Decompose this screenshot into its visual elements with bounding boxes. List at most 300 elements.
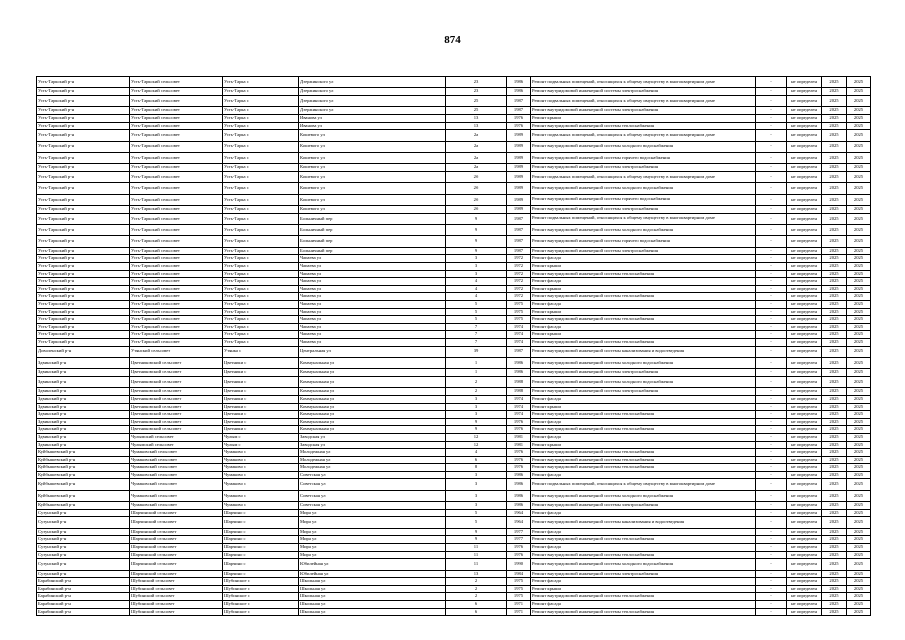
district-cell: Усть-Таркский р-н xyxy=(37,130,130,141)
start-year-cell: 2025 xyxy=(822,278,847,286)
house-number-cell: 9 xyxy=(446,213,507,224)
locality-cell: Шубинское с xyxy=(223,593,299,601)
dash-cell: - xyxy=(756,544,787,552)
settlement-council-cell: Чумаковский сельсовет xyxy=(130,479,223,490)
start-year-cell: 2025 xyxy=(822,225,847,236)
status-cell: не определен xyxy=(787,323,822,331)
house-number-cell: 11 xyxy=(446,559,507,570)
house-number-cell: 39 xyxy=(446,346,507,357)
street-cell: Дзержинского ул xyxy=(299,88,446,96)
end-year-cell: 2025 xyxy=(847,171,871,182)
settlement-council-cell: Шарчинский сельсовет xyxy=(130,559,223,570)
table-row xyxy=(37,559,871,570)
settlement-council-cell: Усть-Таркский сельсовет xyxy=(130,152,223,163)
dash-cell: - xyxy=(756,278,787,286)
end-year-cell: 2025 xyxy=(847,346,871,357)
dash-cell: - xyxy=(756,395,787,403)
locality-cell: Цветники с xyxy=(223,403,299,411)
end-year-cell: 2025 xyxy=(847,236,871,247)
work-type-cell: Ремонт внутридомовой инженерной системы теплоснабжения xyxy=(531,536,756,544)
status-cell: не определен xyxy=(787,114,822,122)
work-type-cell: Ремонт внутридомовой инженерной системы теплоснабжения xyxy=(531,608,756,616)
work-type-cell: Ремонт фасада xyxy=(531,600,756,608)
district-cell: Усть-Таркский р-н xyxy=(37,164,130,172)
street-cell: Молодежная ул xyxy=(299,449,446,457)
settlement-council-cell: Усть-Таркский сельсовет xyxy=(130,323,223,331)
house-number-cell: 3 xyxy=(446,411,507,419)
settlement-council-cell: Чулымский сельсовет xyxy=(130,433,223,441)
table-row xyxy=(37,585,871,593)
start-year-cell: 2025 xyxy=(822,122,847,130)
locality-cell: Усть-Тарка с xyxy=(223,331,299,339)
end-year-cell: 2025 xyxy=(847,490,871,501)
dash-cell: - xyxy=(756,270,787,278)
table-row xyxy=(37,152,871,163)
district-cell: Здвинский р-н xyxy=(37,403,130,411)
year-built-cell: 1984 xyxy=(507,570,531,578)
status-cell: не определен xyxy=(787,585,822,593)
dash-cell: - xyxy=(756,225,787,236)
dash-cell: - xyxy=(756,471,787,479)
house-number-cell: 3 xyxy=(446,270,507,278)
start-year-cell: 2025 xyxy=(822,247,847,255)
district-cell: Усть-Таркский р-н xyxy=(37,171,130,182)
district-cell: Здвинский р-н xyxy=(37,418,130,426)
settlement-council-cell: Усть-Таркский сельсовет xyxy=(130,308,223,316)
table-row xyxy=(37,471,871,479)
work-type-cell: Ремонт внутридомовой инженерной системы электроснабжения xyxy=(531,164,756,172)
locality-cell: Усть-Тарка с xyxy=(223,301,299,309)
settlement-council-cell: Усть-Таркский сельсовет xyxy=(130,278,223,286)
house-number-cell: 9 xyxy=(446,247,507,255)
end-year-cell: 2025 xyxy=(847,433,871,441)
table-row xyxy=(37,194,871,205)
settlement-council-cell: Шарчинский сельсовет xyxy=(130,544,223,552)
house-number-cell: 3 xyxy=(446,395,507,403)
dash-cell: - xyxy=(756,433,787,441)
start-year-cell: 2025 xyxy=(822,164,847,172)
end-year-cell: 2025 xyxy=(847,357,871,368)
status-cell: не определен xyxy=(787,213,822,224)
start-year-cell: 2025 xyxy=(822,236,847,247)
status-cell: не определен xyxy=(787,528,822,536)
settlement-council-cell: Шубинский сельсовет xyxy=(130,593,223,601)
locality-cell: Усть-Тарка с xyxy=(223,95,299,106)
work-type-cell: Ремонт внутридомовой инженерной системы холодного водоснабжения xyxy=(531,357,756,368)
district-cell: Здвинский р-н xyxy=(37,369,130,377)
street-cell: Мира ул xyxy=(299,551,446,559)
dash-cell: - xyxy=(756,357,787,368)
year-built-cell: 1971 xyxy=(507,600,531,608)
locality-cell: Усть-Тарка с xyxy=(223,308,299,316)
street-cell: Дзержинского ул xyxy=(299,107,446,115)
work-type-cell: Ремонт внутридомовой инженерной системы горячего водоснабжения xyxy=(531,194,756,205)
street-cell: Чапаева ул xyxy=(299,323,446,331)
status-cell: не определен xyxy=(787,517,822,528)
settlement-council-cell: Усть-Таркский сельсовет xyxy=(130,130,223,141)
locality-cell: Шубинское с xyxy=(223,608,299,616)
dash-cell: - xyxy=(756,194,787,205)
work-type-cell: Ремонт крыши xyxy=(531,263,756,271)
street-cell: Советская ул xyxy=(299,490,446,501)
house-number-cell: 2б xyxy=(446,171,507,182)
district-cell: Сузунский р-н xyxy=(37,528,130,536)
street-cell: Мира ул xyxy=(299,544,446,552)
table-row xyxy=(37,551,871,559)
dash-cell: - xyxy=(756,316,787,324)
start-year-cell: 2025 xyxy=(822,471,847,479)
work-type-cell: Ремонт внутридомовой инженерной системы теплоснабжения xyxy=(531,456,756,464)
year-built-cell: 1976 xyxy=(507,418,531,426)
end-year-cell: 2025 xyxy=(847,509,871,517)
street-cell: Коммунальная ул xyxy=(299,418,446,426)
status-cell: не определен xyxy=(787,171,822,182)
work-type-cell: Ремонт внутридомовой инженерной системы теплоснабжения xyxy=(531,338,756,346)
start-year-cell: 2025 xyxy=(822,331,847,339)
year-built-cell: 1986 xyxy=(507,479,531,490)
year-built-cell: 1972 xyxy=(507,285,531,293)
end-year-cell: 2025 xyxy=(847,225,871,236)
end-year-cell: 2025 xyxy=(847,388,871,396)
start-year-cell: 2025 xyxy=(822,114,847,122)
status-cell: не определен xyxy=(787,449,822,457)
district-cell: Усть-Таркский р-н xyxy=(37,255,130,263)
district-cell: Куйбышевский р-н xyxy=(37,449,130,457)
house-number-cell: 3 xyxy=(446,502,507,510)
locality-cell: Усть-Тарка с xyxy=(223,164,299,172)
dash-cell: - xyxy=(756,502,787,510)
dash-cell: - xyxy=(756,114,787,122)
house-number-cell: 3 xyxy=(446,403,507,411)
end-year-cell: 2025 xyxy=(847,464,871,472)
year-built-cell: 1987 xyxy=(507,225,531,236)
year-built-cell: 1974 xyxy=(507,323,531,331)
street-cell: Чапаева ул xyxy=(299,331,446,339)
district-cell: Куйбышевский р-н xyxy=(37,471,130,479)
table-row xyxy=(37,464,871,472)
end-year-cell: 2025 xyxy=(847,585,871,593)
street-cell: Коммунальная ул xyxy=(299,357,446,368)
end-year-cell: 2025 xyxy=(847,88,871,96)
start-year-cell: 2025 xyxy=(822,418,847,426)
district-cell: Сузунский р-н xyxy=(37,509,130,517)
year-built-cell: 1986 xyxy=(507,357,531,368)
district-cell: Усть-Таркский р-н xyxy=(37,114,130,122)
end-year-cell: 2025 xyxy=(847,316,871,324)
end-year-cell: 2025 xyxy=(847,449,871,457)
year-built-cell: 1989 xyxy=(507,130,531,141)
work-type-cell: Ремонт внутридомовой инженерной системы теплоснабжения xyxy=(531,411,756,419)
street-cell: Юбилейная ул xyxy=(299,570,446,578)
start-year-cell: 2025 xyxy=(822,77,847,88)
dash-cell: - xyxy=(756,255,787,263)
work-type-cell: Ремонт внутридомовой инженерной системы теплоснабжения xyxy=(531,426,756,434)
start-year-cell: 2025 xyxy=(822,152,847,163)
table-row xyxy=(37,141,871,152)
start-year-cell: 2025 xyxy=(822,528,847,536)
start-year-cell: 2025 xyxy=(822,95,847,106)
district-cell: Куйбышевский р-н xyxy=(37,490,130,501)
start-year-cell: 2025 xyxy=(822,285,847,293)
year-built-cell: 1987 xyxy=(507,346,531,357)
status-cell: не определен xyxy=(787,293,822,301)
status-cell: не определен xyxy=(787,255,822,263)
table-row xyxy=(37,338,871,346)
year-built-cell: 1964 xyxy=(507,509,531,517)
table-row xyxy=(37,388,871,396)
table-row xyxy=(37,247,871,255)
start-year-cell: 2025 xyxy=(822,194,847,205)
start-year-cell: 2025 xyxy=(822,206,847,214)
year-built-cell: 1986 xyxy=(507,471,531,479)
work-type-cell: Ремонт внутридомовой инженерной системы холодного водоснабжения xyxy=(531,559,756,570)
table-row xyxy=(37,77,871,88)
year-built-cell: 1974 xyxy=(507,331,531,339)
house-number-cell: 5 xyxy=(446,316,507,324)
end-year-cell: 2025 xyxy=(847,471,871,479)
district-cell: Усть-Таркский р-н xyxy=(37,308,130,316)
street-cell: Кошевого ул xyxy=(299,130,446,141)
district-cell: Усть-Таркский р-н xyxy=(37,194,130,205)
work-type-cell: Ремонт фасада xyxy=(531,418,756,426)
start-year-cell: 2025 xyxy=(822,411,847,419)
year-built-cell: 1976 xyxy=(507,122,531,130)
start-year-cell: 2025 xyxy=(822,263,847,271)
table-row xyxy=(37,255,871,263)
start-year-cell: 2025 xyxy=(822,323,847,331)
work-type-cell: Ремонт крыши xyxy=(531,114,756,122)
dash-cell: - xyxy=(756,418,787,426)
house-number-cell: 3 xyxy=(446,263,507,271)
table-body xyxy=(37,77,871,616)
locality-cell: Цветники с xyxy=(223,418,299,426)
end-year-cell: 2025 xyxy=(847,578,871,586)
end-year-cell: 2025 xyxy=(847,593,871,601)
year-built-cell: 1974 xyxy=(507,338,531,346)
work-type-cell: Ремонт внутридомовой инженерной системы канализования и водоотведения xyxy=(531,346,756,357)
start-year-cell: 2025 xyxy=(822,433,847,441)
start-year-cell: 2025 xyxy=(822,426,847,434)
settlement-council-cell: Усть-Таркский сельсовет xyxy=(130,285,223,293)
district-cell: Сузунский р-н xyxy=(37,536,130,544)
work-type-cell: Ремонт внутридомовой инженерной системы электроснабжения xyxy=(531,570,756,578)
end-year-cell: 2025 xyxy=(847,323,871,331)
house-number-cell: 8 xyxy=(446,464,507,472)
locality-cell: Цветники с xyxy=(223,411,299,419)
work-type-cell: Ремонт фасада xyxy=(531,255,756,263)
house-number-cell: 7 xyxy=(446,331,507,339)
year-built-cell: 1989 xyxy=(507,194,531,205)
street-cell: Советская ул xyxy=(299,502,446,510)
table-row xyxy=(37,301,871,309)
status-cell: не определен xyxy=(787,263,822,271)
settlement-council-cell: Утянский сельсовет xyxy=(130,346,223,357)
end-year-cell: 2025 xyxy=(847,608,871,616)
status-cell: не определен xyxy=(787,183,822,194)
dash-cell: - xyxy=(756,323,787,331)
dash-cell: - xyxy=(756,77,787,88)
settlement-council-cell: Усть-Таркский сельсовет xyxy=(130,225,223,236)
district-cell: Усть-Таркский р-н xyxy=(37,316,130,324)
end-year-cell: 2025 xyxy=(847,600,871,608)
work-type-cell: Ремонт фасада xyxy=(531,509,756,517)
start-year-cell: 2025 xyxy=(822,544,847,552)
locality-cell: Усть-Тарка с xyxy=(223,194,299,205)
locality-cell: Усть-Тарка с xyxy=(223,107,299,115)
settlement-council-cell: Шарчинский сельсовет xyxy=(130,570,223,578)
status-cell: не определен xyxy=(787,285,822,293)
dash-cell: - xyxy=(756,585,787,593)
status-cell: не определен xyxy=(787,77,822,88)
end-year-cell: 2025 xyxy=(847,278,871,286)
house-number-cell: 1 xyxy=(446,357,507,368)
house-number-cell: 2 xyxy=(446,585,507,593)
dash-cell: - xyxy=(756,441,787,449)
dash-cell: - xyxy=(756,141,787,152)
house-number-cell: 23 xyxy=(446,77,507,88)
locality-cell: Усть-Тарка с xyxy=(223,141,299,152)
district-cell: Усть-Таркский р-н xyxy=(37,285,130,293)
year-built-cell: 1987 xyxy=(507,213,531,224)
year-built-cell: 1976 xyxy=(507,456,531,464)
district-cell: Барабинский р-н xyxy=(37,600,130,608)
end-year-cell: 2025 xyxy=(847,502,871,510)
district-cell: Усть-Таркский р-н xyxy=(37,88,130,96)
street-cell: Дзержинского ул xyxy=(299,95,446,106)
district-cell: Здвинский р-н xyxy=(37,433,130,441)
work-type-cell: Ремонт крыши xyxy=(531,403,756,411)
house-number-cell: 25 xyxy=(446,107,507,115)
street-cell: Чапаева ул xyxy=(299,278,446,286)
table-row xyxy=(37,308,871,316)
street-cell: Юбилейная ул xyxy=(299,559,446,570)
end-year-cell: 2025 xyxy=(847,570,871,578)
work-type-cell: Ремонт внутридомовой инженерной системы холодного водоснабжения xyxy=(531,376,756,387)
locality-cell: Цветники с xyxy=(223,388,299,396)
settlement-council-cell: Цветниковский сельсовет xyxy=(130,418,223,426)
work-type-cell: Ремонт внутридомовой инженерной системы холодного водоснабжения xyxy=(531,141,756,152)
table-row xyxy=(37,95,871,106)
year-built-cell: 1972 xyxy=(507,270,531,278)
locality-cell: Шарчино с xyxy=(223,551,299,559)
house-number-cell: 7 xyxy=(446,338,507,346)
district-cell: Сузунский р-н xyxy=(37,570,130,578)
table-row xyxy=(37,346,871,357)
settlement-council-cell: Шарчинский сельсовет xyxy=(130,509,223,517)
start-year-cell: 2025 xyxy=(822,395,847,403)
street-cell: Центральная ул xyxy=(299,346,446,357)
district-cell: Барабинский р-н xyxy=(37,608,130,616)
year-built-cell: 1989 xyxy=(507,141,531,152)
year-built-cell: 1987 xyxy=(507,236,531,247)
year-built-cell: 1989 xyxy=(507,206,531,214)
work-type-cell: Ремонт подвальных помещений, относящихся к общему имуществу в многоквартирном доме xyxy=(531,130,756,141)
end-year-cell: 2025 xyxy=(847,255,871,263)
work-type-cell: Ремонт внутридомовой инженерной системы электроснабжения xyxy=(531,88,756,96)
locality-cell: Усть-Тарка с xyxy=(223,316,299,324)
work-type-cell: Ремонт крыши xyxy=(531,308,756,316)
table-row xyxy=(37,285,871,293)
district-cell: Усть-Таркский р-н xyxy=(37,183,130,194)
year-built-cell: 1975 xyxy=(507,308,531,316)
table-row xyxy=(37,509,871,517)
start-year-cell: 2025 xyxy=(822,490,847,501)
house-number-cell: 23 xyxy=(446,88,507,96)
locality-cell: Утянка с xyxy=(223,346,299,357)
status-cell: не определен xyxy=(787,164,822,172)
dash-cell: - xyxy=(756,376,787,387)
district-cell: Куйбышевский р-н xyxy=(37,456,130,464)
street-cell: Дзержинского ул xyxy=(299,77,446,88)
work-type-cell: Ремонт внутридомовой инженерной системы теплоснабжения xyxy=(531,316,756,324)
street-cell: Больничный пер xyxy=(299,213,446,224)
house-number-cell: 4 xyxy=(446,285,507,293)
year-built-cell: 1990 xyxy=(507,559,531,570)
status-cell: не определен xyxy=(787,376,822,387)
year-built-cell: 1975 xyxy=(507,301,531,309)
end-year-cell: 2025 xyxy=(847,293,871,301)
dash-cell: - xyxy=(756,301,787,309)
start-year-cell: 2025 xyxy=(822,357,847,368)
start-year-cell: 2025 xyxy=(822,585,847,593)
work-type-cell: Ремонт крыши xyxy=(531,585,756,593)
end-year-cell: 2025 xyxy=(847,301,871,309)
dash-cell: - xyxy=(756,206,787,214)
locality-cell: Цветники с xyxy=(223,357,299,368)
district-cell: Сузунский р-н xyxy=(37,544,130,552)
street-cell: Мира ул xyxy=(299,509,446,517)
table-row xyxy=(37,293,871,301)
house-number-cell: 13 xyxy=(446,114,507,122)
locality-cell: Цветники с xyxy=(223,395,299,403)
locality-cell: Шубинское с xyxy=(223,585,299,593)
street-cell: Кошевого ул xyxy=(299,206,446,214)
table-row xyxy=(37,357,871,368)
status-cell: не определен xyxy=(787,509,822,517)
work-type-cell: Ремонт внутридомовой инженерной системы теплоснабжения xyxy=(531,270,756,278)
dash-cell: - xyxy=(756,403,787,411)
street-cell: Кошевого ул xyxy=(299,194,446,205)
locality-cell: Усть-Тарка с xyxy=(223,285,299,293)
house-number-cell: 2а xyxy=(446,152,507,163)
start-year-cell: 2025 xyxy=(822,578,847,586)
end-year-cell: 2025 xyxy=(847,369,871,377)
year-built-cell: 1986 xyxy=(507,88,531,96)
settlement-council-cell: Чумаковский сельсовет xyxy=(130,456,223,464)
start-year-cell: 2025 xyxy=(822,213,847,224)
table-row xyxy=(37,441,871,449)
street-cell: Чапаева ул xyxy=(299,270,446,278)
locality-cell: Усть-Тарка с xyxy=(223,278,299,286)
district-cell: Сузунский р-н xyxy=(37,551,130,559)
table-row xyxy=(37,544,871,552)
table-row xyxy=(37,479,871,490)
start-year-cell: 2025 xyxy=(822,517,847,528)
settlement-council-cell: Усть-Таркский сельсовет xyxy=(130,301,223,309)
status-cell: не определен xyxy=(787,107,822,115)
work-type-cell: Ремонт внутридомовой инженерной системы электроснабжения xyxy=(531,247,756,255)
table-row xyxy=(37,517,871,528)
start-year-cell: 2025 xyxy=(822,502,847,510)
table-row xyxy=(37,578,871,586)
house-number-cell: 5 xyxy=(446,301,507,309)
status-cell: не определен xyxy=(787,490,822,501)
start-year-cell: 2025 xyxy=(822,376,847,387)
work-type-cell: Ремонт внутридомовой инженерной системы горячего водоснабжения xyxy=(531,152,756,163)
street-cell: Коммунальная ул xyxy=(299,369,446,377)
end-year-cell: 2025 xyxy=(847,130,871,141)
district-cell: Усть-Таркский р-н xyxy=(37,278,130,286)
